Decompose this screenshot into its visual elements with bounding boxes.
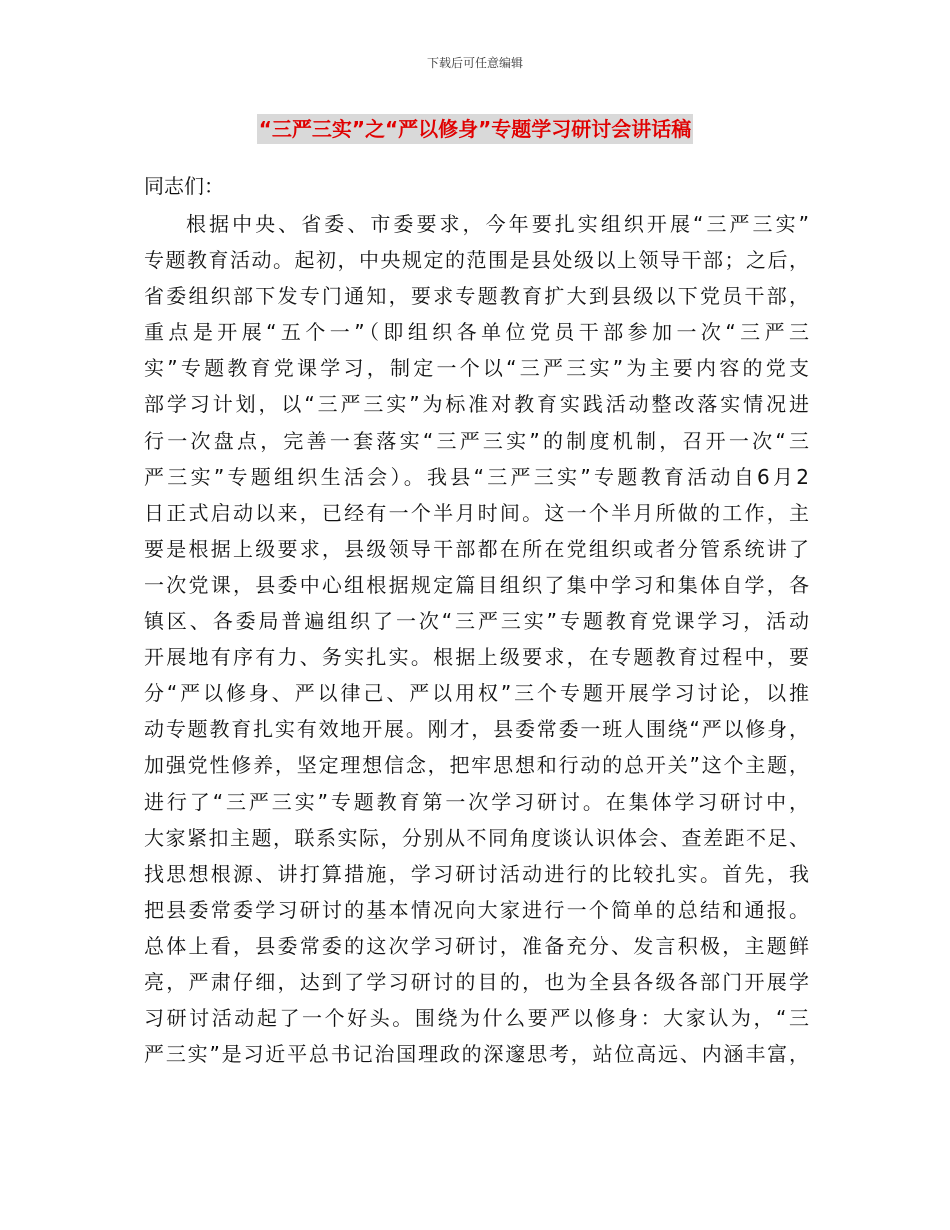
title-container [0, 114, 950, 144]
body-line: 加强党性修养，坚定理想信念，把牢思想和行动的总开关”这个主题， [144, 753, 809, 778]
body-line: 进行了“三严三实”专题教育第一次学习研讨。在集体学习研讨中， [144, 789, 809, 814]
body-line: 找思想根源、讲打算措施，学习研讨活动进行的比较扎实。首先，我 [144, 861, 809, 886]
body-line: 亮，严肃仔细，达到了学习研讨的目的，也为全县各级各部门开展学 [144, 969, 809, 994]
salutation: 同志们： [144, 174, 224, 198]
body-line: 习研讨活动起了一个好头。围绕为什么要严以修身：大家认为，“三 [144, 1006, 809, 1031]
body-line: 严三实”专题组织生活会）。我县“三严三实”专题教育活动自6月2 [144, 464, 809, 489]
body-line: 分“严以修身、严以律己、严以用权”三个专题开展学习讨论，以推 [144, 681, 809, 706]
document-title: “三严三实”之“严以修身”专题学习研讨会讲话稿 [257, 114, 694, 144]
body-line: 一次党课，县委中心组根据规定篇目组织了集中学习和集体自学，各 [144, 572, 809, 597]
body-text [144, 206, 809, 1072]
body-line: 严三实”是习近平总书记治国理政的深邃思考，站位高远、内涵丰富， [144, 1042, 809, 1067]
body-line: 总体上看，县委常委的这次学习研讨，准备充分、发言积极，主题鲜 [144, 933, 809, 958]
body-line: 根据中央、省委、市委要求，今年要扎实组织开展“三严三实” [186, 212, 809, 236]
body-line: 专题教育活动。起初，中央规定的范围是县处级以上领导干部；之后， [144, 248, 809, 273]
body-line: 要是根据上级要求，县级领导干部都在所在党组织或者分管系统讲了 [144, 536, 809, 561]
body-line: 实”专题教育党课学习，制定一个以“三严三实”为主要内容的党支 [144, 356, 809, 381]
body-line: 重点是开展“五个一”（即组织各单位党员干部参加一次“三严三 [144, 320, 809, 345]
body-line: 开展地有序有力、务实扎实。根据上级要求，在专题教育过程中，要 [144, 645, 809, 670]
page-header-note: 下载后可任意编辑 [426, 56, 523, 70]
body-line: 省委组织部下发专门通知，要求专题教育扩大到县级以下党员干部， [144, 284, 809, 309]
body-line: 部学习计划，以“三严三实”为标准对教育实践活动整改落实情况进 [144, 392, 809, 417]
body-line: 把县委常委学习研讨的基本情况向大家进行一个简单的总结和通报。 [144, 897, 809, 922]
body-line: 行一次盘点，完善一套落实“三严三实”的制度机制，召开一次“三 [144, 428, 809, 453]
body-line: 大家紧扣主题，联系实际，分别从不同角度谈认识体会、查差距不足、 [144, 825, 809, 850]
body-line: 动专题教育扎实有效地开展。刚才，县委常委一班人围绕“严以修身， [144, 717, 809, 742]
body-line: 日正式启动以来，已经有一个半月时间。这一个半月所做的工作，主 [144, 500, 809, 525]
body-line: 镇区、各委局普遍组织了一次“三严三实”专题教育党课学习，活动 [144, 609, 809, 634]
